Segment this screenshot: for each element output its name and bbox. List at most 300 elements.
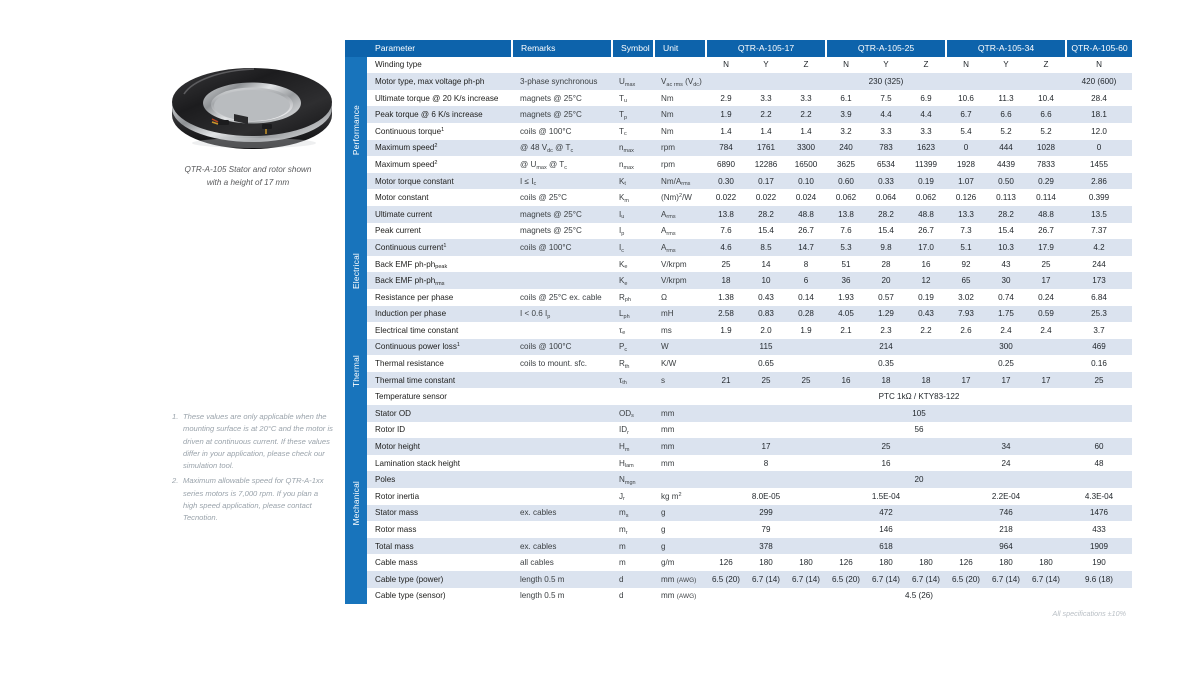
row-value-span-2: 300 <box>946 339 1066 356</box>
row-value-span-0: 0.65 <box>706 355 826 372</box>
row-symbol: $L_{ph}$ <box>612 306 654 323</box>
row-value-0: 18 <box>706 272 746 289</box>
header-model-1: QTR-A-105-17 <box>706 40 826 57</box>
table-row <box>345 189 1132 206</box>
row-parameter: Lamination stack height <box>367 455 512 472</box>
table-row <box>345 455 1132 472</box>
row-value-9: 190 <box>1066 554 1132 571</box>
row-unit: Nm <box>654 123 706 140</box>
row-symbol: $m_r$ <box>612 521 654 538</box>
row-value-2: 14.7 <box>786 239 826 256</box>
row-value-span-0: 299 <box>706 505 826 522</box>
row-value-3: 240 <box>826 140 866 157</box>
row-value-span-3: 0.16 <box>1066 355 1132 372</box>
row-value-7: 30 <box>986 272 1026 289</box>
row-parameter: Rotor ID <box>367 422 512 439</box>
row-remarks: coils @ 100°C <box>512 239 612 256</box>
row-value-5: 2.2 <box>906 322 946 339</box>
section-tab-label: Performance <box>351 105 361 156</box>
row-value-span-1: 214 <box>826 339 946 356</box>
table-row <box>345 156 1132 173</box>
row-value-4: 0.064 <box>866 189 906 206</box>
row-unit <box>654 388 706 405</box>
row-remarks <box>512 272 612 289</box>
row-value-1: 1761 <box>746 140 786 157</box>
row-symbol: $T_u$ <box>612 90 654 107</box>
row-value-span-0: PTC 1kΩ / KTY83-122 <box>706 388 1132 405</box>
row-value-0: 4.6 <box>706 239 746 256</box>
row-parameter: Winding type <box>367 57 512 74</box>
row-value-2: 0.10 <box>786 173 826 190</box>
row-value-3: N <box>826 57 866 74</box>
row-value-5: 0.19 <box>906 289 946 306</box>
row-value-5: 6.7 (14) <box>906 571 946 588</box>
row-value-0: N <box>706 57 746 74</box>
row-parameter: Maximum speed$^2$ <box>367 156 512 173</box>
row-symbol <box>612 57 654 74</box>
row-unit: W <box>654 339 706 356</box>
specifications-tolerance-note: All specifications ±10% <box>1052 609 1126 618</box>
row-parameter: Total mass <box>367 538 512 555</box>
row-value-8: 6.6 <box>1026 106 1066 123</box>
header-model-3: QTR-A-105-34 <box>946 40 1066 57</box>
row-value-span-1: 16 <box>826 455 946 472</box>
row-value-4: 3.3 <box>866 123 906 140</box>
row-value-1: 2.2 <box>746 106 786 123</box>
row-symbol: $R_{th}$ <box>612 355 654 372</box>
row-remarks <box>512 488 612 505</box>
row-value-9: 4.2 <box>1066 239 1132 256</box>
row-unit: mm (AWG) <box>654 571 706 588</box>
row-value-6: 92 <box>946 256 986 273</box>
row-value-span-0: 8 <box>706 455 826 472</box>
row-parameter: Continuous current$^1$ <box>367 239 512 256</box>
row-remarks <box>512 471 612 488</box>
row-value-4: 20 <box>866 272 906 289</box>
row-remarks: ex. cables <box>512 538 612 555</box>
row-symbol: m <box>612 554 654 571</box>
row-value-7: 10.3 <box>986 239 1026 256</box>
table-row <box>345 405 1132 422</box>
row-value-7: 6.6 <box>986 106 1026 123</box>
row-value-0: 13.8 <box>706 206 746 223</box>
row-value-9: 13.5 <box>1066 206 1132 223</box>
row-symbol: $I_c$ <box>612 239 654 256</box>
row-remarks: coils @ 100°C <box>512 339 612 356</box>
row-value-0: 126 <box>706 554 746 571</box>
row-value-2: 6 <box>786 272 826 289</box>
row-parameter: Continuous power loss$^1$ <box>367 339 512 356</box>
row-symbol: $H_{lam}$ <box>612 455 654 472</box>
row-remarks <box>512 322 612 339</box>
table-row <box>345 239 1132 256</box>
row-value-6: 10.6 <box>946 90 986 107</box>
row-value-4: 6534 <box>866 156 906 173</box>
row-value-7: 28.2 <box>986 206 1026 223</box>
row-value-1: 0.17 <box>746 173 786 190</box>
row-value-0: 2.58 <box>706 306 746 323</box>
row-value-2: 0.024 <box>786 189 826 206</box>
row-value-4: 28 <box>866 256 906 273</box>
row-symbol: $P_c$ <box>612 339 654 356</box>
row-value-2: 1.4 <box>786 123 826 140</box>
row-value-2: 26.7 <box>786 223 826 240</box>
section-tab-label: Electrical <box>351 253 361 290</box>
row-value-span-2: 24 <box>946 455 1066 472</box>
row-value-2: 3300 <box>786 140 826 157</box>
row-value-5: 16 <box>906 256 946 273</box>
row-value-2: 48.8 <box>786 206 826 223</box>
row-value-8: 5.2 <box>1026 123 1066 140</box>
row-remarks: @ $U_{max}$ @ $T_c$ <box>512 156 612 173</box>
footnote-number: 1. <box>172 412 179 421</box>
row-remarks: ex. cables <box>512 505 612 522</box>
row-remarks <box>512 422 612 439</box>
table-row <box>345 438 1132 455</box>
row-value-3: 5.3 <box>826 239 866 256</box>
row-value-7: 11.3 <box>986 90 1026 107</box>
row-value-9: 18.1 <box>1066 106 1132 123</box>
left-panel <box>0 0 340 675</box>
row-symbol <box>612 388 654 405</box>
row-parameter: Stator OD <box>367 405 512 422</box>
row-value-0: 7.6 <box>706 223 746 240</box>
row-parameter: Poles <box>367 471 512 488</box>
row-symbol: $m_s$ <box>612 505 654 522</box>
table-row <box>345 140 1132 157</box>
row-value-2: 0.28 <box>786 306 826 323</box>
row-value-2: 6.7 (14) <box>786 571 826 588</box>
row-parameter: Thermal time constant <box>367 372 512 389</box>
table-row <box>345 256 1132 273</box>
table-row <box>345 73 1132 90</box>
row-value-6: 0 <box>946 140 986 157</box>
row-value-9: 9.6 (18) <box>1066 571 1132 588</box>
row-value-0: 1.4 <box>706 123 746 140</box>
row-value-6: 1928 <box>946 156 986 173</box>
row-parameter: Maximum speed$^2$ <box>367 140 512 157</box>
row-value-4: 15.4 <box>866 223 906 240</box>
row-value-5: 17.0 <box>906 239 946 256</box>
specification-table <box>345 40 1132 604</box>
row-value-3: 36 <box>826 272 866 289</box>
row-parameter: Motor type, max voltage ph-ph <box>367 73 512 90</box>
row-value-0: 1.9 <box>706 106 746 123</box>
row-remarks: magnets @ 25°C <box>512 90 612 107</box>
row-value-5: 0.062 <box>906 189 946 206</box>
row-value-0: 1.38 <box>706 289 746 306</box>
row-parameter: Induction per phase <box>367 306 512 323</box>
row-value-4: 7.5 <box>866 90 906 107</box>
row-value-4: 0.33 <box>866 173 906 190</box>
footnote-1 <box>172 411 334 472</box>
row-value-2: Z <box>786 57 826 74</box>
row-unit: mm <box>654 405 706 422</box>
row-remarks: magnets @ 25°C <box>512 206 612 223</box>
row-value-7: 444 <box>986 140 1026 157</box>
table-header <box>345 40 1132 57</box>
row-value-1: 28.2 <box>746 206 786 223</box>
row-value-1: 15.4 <box>746 223 786 240</box>
row-unit: K/W <box>654 355 706 372</box>
row-value-7: 2.4 <box>986 322 1026 339</box>
row-unit: rpm <box>654 156 706 173</box>
header-model-4: QTR-A-105-60 <box>1066 40 1132 57</box>
row-value-3: 0.60 <box>826 173 866 190</box>
footnote-text: Maximum allowable speed for QTR-A-1xx series motors is 7,000 rpm. If you plan a high speed application, please contact Tecnotion. <box>183 476 324 523</box>
row-parameter: Cable type (power) <box>367 571 512 588</box>
row-parameter: Back EMF $ph-ph_{rms}$ <box>367 272 512 289</box>
row-value-9: 25.3 <box>1066 306 1132 323</box>
row-value-0: 1.9 <box>706 322 746 339</box>
row-value-span-3: 48 <box>1066 455 1132 472</box>
row-value-3: 2.1 <box>826 322 866 339</box>
row-value-8: 7833 <box>1026 156 1066 173</box>
row-value-9: 1455 <box>1066 156 1132 173</box>
row-parameter: Resistance per phase <box>367 289 512 306</box>
row-value-3: 51 <box>826 256 866 273</box>
row-value-7: 17 <box>986 372 1026 389</box>
section-tab-thermal <box>345 339 367 405</box>
row-value-span-3: 1909 <box>1066 538 1132 555</box>
row-parameter: Peak current <box>367 223 512 240</box>
row-value-2: 25 <box>786 372 826 389</box>
row-remarks: magnets @ 25°C <box>512 223 612 240</box>
row-value-9: 3.7 <box>1066 322 1132 339</box>
row-value-7: 4439 <box>986 156 1026 173</box>
row-value-span-3: 433 <box>1066 521 1132 538</box>
row-value-1: 8.5 <box>746 239 786 256</box>
table-row <box>345 106 1132 123</box>
row-value-span-0: 20 <box>706 471 1132 488</box>
row-value-1: 0.83 <box>746 306 786 323</box>
row-value-7: 15.4 <box>986 223 1026 240</box>
row-symbol: $K_m$ <box>612 189 654 206</box>
row-value-4: 6.7 (14) <box>866 571 906 588</box>
row-remarks: length 0.5 m <box>512 588 612 605</box>
row-value-2: 16500 <box>786 156 826 173</box>
row-symbol: $n_{max}$ <box>612 156 654 173</box>
row-value-span-0: 8.0E-05 <box>706 488 826 505</box>
row-symbol: m <box>612 538 654 555</box>
row-value-span-2: 964 <box>946 538 1066 555</box>
row-value-span-2: 0.25 <box>946 355 1066 372</box>
table-row <box>345 554 1132 571</box>
row-value-6: 13.3 <box>946 206 986 223</box>
header-section-spacer <box>345 40 367 57</box>
row-value-5: 4.4 <box>906 106 946 123</box>
row-parameter: Rotor inertia <box>367 488 512 505</box>
table-row <box>345 223 1132 240</box>
row-value-8: 0.29 <box>1026 173 1066 190</box>
row-unit: s <box>654 372 706 389</box>
table-row <box>345 488 1132 505</box>
row-value-span-1: 618 <box>826 538 946 555</box>
row-parameter: Cable type (sensor) <box>367 588 512 605</box>
row-parameter: Motor constant <box>367 189 512 206</box>
row-symbol: $OD_s$ <box>612 405 654 422</box>
row-value-8: Z <box>1026 57 1066 74</box>
row-value-span-2: 2.2E-04 <box>946 488 1066 505</box>
row-value-span-2: 218 <box>946 521 1066 538</box>
row-value-span-3: 4.3E-04 <box>1066 488 1132 505</box>
row-unit: ms <box>654 322 706 339</box>
row-value-3: 6.5 (20) <box>826 571 866 588</box>
table-row <box>345 471 1132 488</box>
row-value-span-0: 105 <box>706 405 1132 422</box>
row-parameter: Temperature sensor <box>367 388 512 405</box>
row-unit: V/krpm <box>654 256 706 273</box>
row-value-4: 28.2 <box>866 206 906 223</box>
row-value-4: 180 <box>866 554 906 571</box>
row-value-4: 9.8 <box>866 239 906 256</box>
row-value-1: 10 <box>746 272 786 289</box>
row-value-1: Y <box>746 57 786 74</box>
row-value-5: 180 <box>906 554 946 571</box>
row-parameter: Motor torque constant <box>367 173 512 190</box>
row-remarks <box>512 57 612 74</box>
row-symbol: $ID_r$ <box>612 422 654 439</box>
row-value-2: 2.2 <box>786 106 826 123</box>
row-remarks <box>512 521 612 538</box>
row-value-3: 126 <box>826 554 866 571</box>
row-value-9: 6.84 <box>1066 289 1132 306</box>
row-value-span-2: 746 <box>946 505 1066 522</box>
row-remarks <box>512 372 612 389</box>
row-remarks <box>512 438 612 455</box>
row-value-9: 2.86 <box>1066 173 1132 190</box>
row-value-1: 0.022 <box>746 189 786 206</box>
header-remarks: Remarks <box>512 40 612 57</box>
row-value-span-3: 60 <box>1066 438 1132 455</box>
row-value-span-0: 79 <box>706 521 826 538</box>
row-unit: $Nm/A_{rms}$ <box>654 173 706 190</box>
row-value-span-0: 56 <box>706 422 1132 439</box>
row-value-8: 26.7 <box>1026 223 1066 240</box>
photo-caption-line2: with a height of 17 mm <box>206 177 290 187</box>
row-value-span-1: 420 (600) <box>1066 73 1132 90</box>
section-tab-electrical <box>345 206 367 339</box>
row-remarks: I < 0.6 $I_p$ <box>512 306 612 323</box>
row-remarks <box>512 256 612 273</box>
row-value-8: 17.9 <box>1026 239 1066 256</box>
row-value-3: 3625 <box>826 156 866 173</box>
row-value-2: 3.3 <box>786 90 826 107</box>
row-unit <box>654 471 706 488</box>
row-parameter: Motor height <box>367 438 512 455</box>
row-value-3: 3.9 <box>826 106 866 123</box>
row-value-3: 4.05 <box>826 306 866 323</box>
row-value-0: 6890 <box>706 156 746 173</box>
row-value-8: 25 <box>1026 256 1066 273</box>
row-value-7: 180 <box>986 554 1026 571</box>
table-row <box>345 289 1132 306</box>
row-value-9: 28.4 <box>1066 90 1132 107</box>
row-value-7: 0.50 <box>986 173 1026 190</box>
table-row <box>345 538 1132 555</box>
row-value-8: 0.59 <box>1026 306 1066 323</box>
table-row <box>345 206 1132 223</box>
row-value-span-0: 230 (325) <box>706 73 1066 90</box>
row-value-9: 25 <box>1066 372 1132 389</box>
row-value-8: 180 <box>1026 554 1066 571</box>
row-value-2: 8 <box>786 256 826 273</box>
row-value-6: 5.1 <box>946 239 986 256</box>
row-value-6: 7.3 <box>946 223 986 240</box>
row-value-span-0: 4.5 (26) <box>706 588 1132 605</box>
row-value-6: 7.93 <box>946 306 986 323</box>
row-value-1: 3.3 <box>746 90 786 107</box>
footnote-text: These values are only applicable when the mounting surface is at 20°C and the motor is driven at continuous current. If these values differ in your application, please check our simulation tool. <box>183 412 333 471</box>
header-unit: Unit <box>654 40 706 57</box>
section-tab-performance <box>345 57 367 206</box>
row-parameter: Stator mass <box>367 505 512 522</box>
row-value-6: 6.5 (20) <box>946 571 986 588</box>
row-value-span-1: 472 <box>826 505 946 522</box>
row-value-0: 6.5 (20) <box>706 571 746 588</box>
row-unit: mm (AWG) <box>654 588 706 605</box>
row-value-5: 11399 <box>906 156 946 173</box>
row-symbol: d <box>612 588 654 605</box>
table-body <box>345 57 1132 605</box>
row-value-7: 0.113 <box>986 189 1026 206</box>
row-value-5: 12 <box>906 272 946 289</box>
row-value-7: Y <box>986 57 1026 74</box>
section-tab-label: Mechanical <box>351 481 361 526</box>
row-value-8: 6.7 (14) <box>1026 571 1066 588</box>
row-value-1: 1.4 <box>746 123 786 140</box>
row-remarks <box>512 455 612 472</box>
row-value-2: 0.14 <box>786 289 826 306</box>
row-unit: $V_{ac rms}$ $(V_{dc})$ <box>654 73 706 90</box>
row-unit: Nm <box>654 106 706 123</box>
row-unit: $A_{rms}$ <box>654 239 706 256</box>
row-value-9: 173 <box>1066 272 1132 289</box>
row-symbol: $T_c$ <box>612 123 654 140</box>
row-symbol: $T_p$ <box>612 106 654 123</box>
table-row <box>345 388 1132 405</box>
table-row <box>345 123 1132 140</box>
row-symbol: $n_{max}$ <box>612 140 654 157</box>
row-value-span-0: 378 <box>706 538 826 555</box>
table-row <box>345 272 1132 289</box>
row-value-0: 784 <box>706 140 746 157</box>
row-parameter: Continuous torque$^1$ <box>367 123 512 140</box>
row-unit: g/m <box>654 554 706 571</box>
row-value-6: 1.07 <box>946 173 986 190</box>
row-value-0: 0.022 <box>706 189 746 206</box>
row-symbol: $R_{ph}$ <box>612 289 654 306</box>
row-value-0: 0.30 <box>706 173 746 190</box>
row-value-8: 10.4 <box>1026 90 1066 107</box>
row-value-3: 16 <box>826 372 866 389</box>
table-row <box>345 521 1132 538</box>
table-row <box>345 422 1132 439</box>
product-photo <box>170 58 335 158</box>
row-value-1: 180 <box>746 554 786 571</box>
table-row <box>345 322 1132 339</box>
row-value-5: 6.9 <box>906 90 946 107</box>
row-value-5: 48.8 <box>906 206 946 223</box>
table-row <box>345 90 1132 107</box>
row-remarks: 3-phase synchronous <box>512 73 612 90</box>
row-symbol: $\tau_e$ <box>612 322 654 339</box>
row-value-3: 6.1 <box>826 90 866 107</box>
row-symbol: $I_p$ <box>612 223 654 240</box>
footnote-number: 2. <box>172 476 179 486</box>
row-value-3: 1.93 <box>826 289 866 306</box>
row-remarks: @ 48 $V_{dc}$ @ $T_c$ <box>512 140 612 157</box>
